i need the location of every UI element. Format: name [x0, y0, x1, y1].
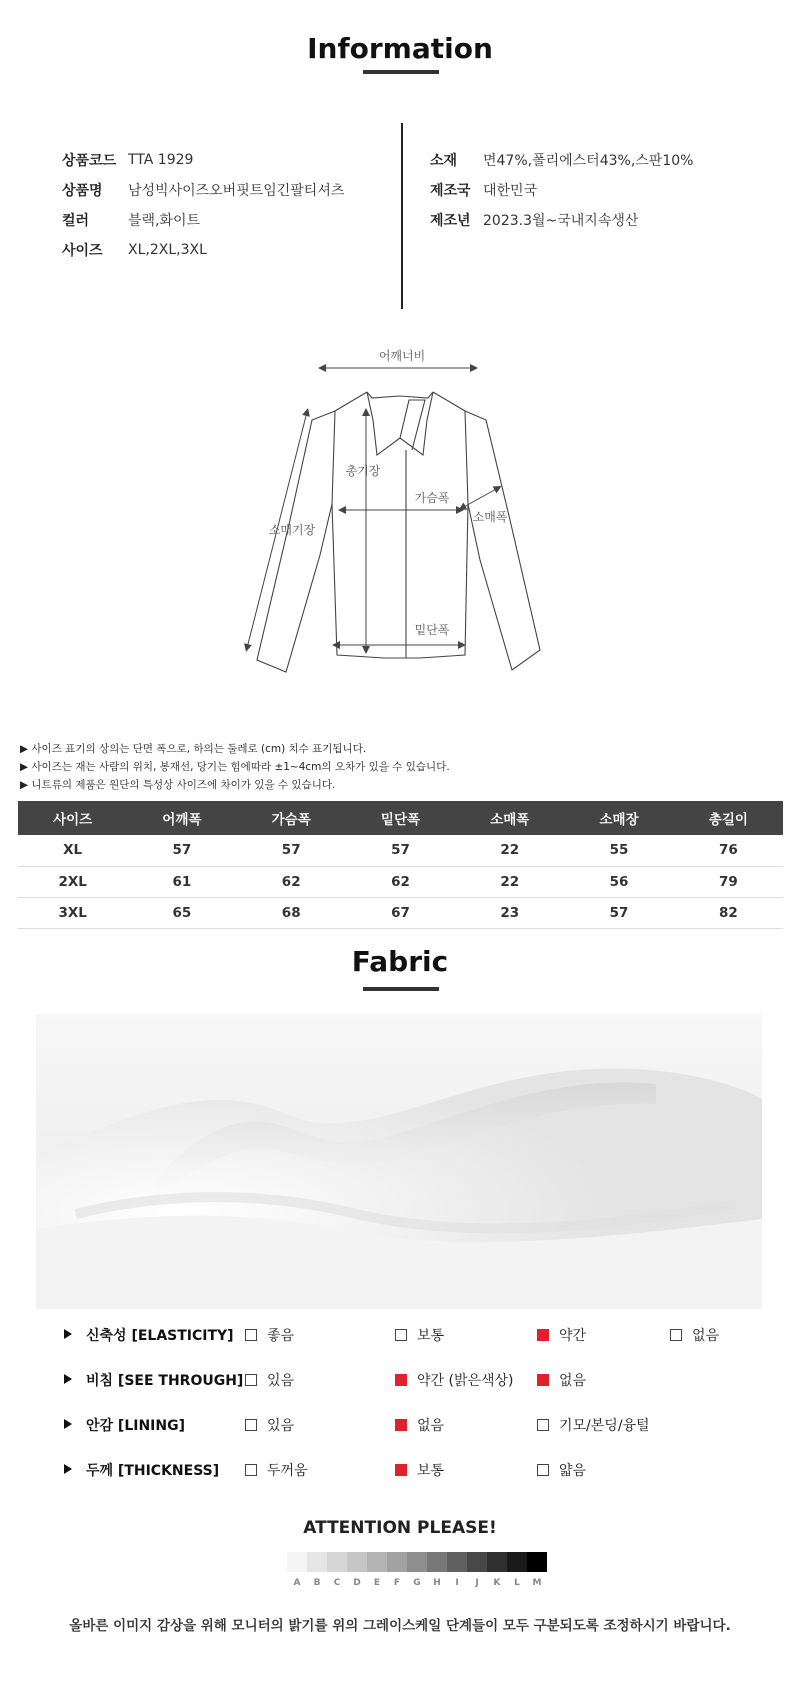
property-label: [64, 1325, 234, 1345]
grayscale-label: E: [373, 1578, 381, 1588]
table-row: [18, 835, 783, 866]
information-title: Information: [307, 32, 493, 65]
label-length: 총기장: [345, 464, 381, 478]
option-none: [537, 1370, 586, 1390]
triangle-bullet-icon: [64, 1419, 72, 1429]
info-row-color: [62, 205, 344, 235]
label-chest: 가슴폭: [414, 491, 450, 505]
info-value: 면47%,폴리에스터43%,스판10%: [483, 153, 694, 169]
info-left-column: [62, 145, 344, 265]
checkbox-checked-icon: [395, 1374, 407, 1386]
label-shoulder: 어깨너비: [378, 349, 426, 363]
table-cell: 79: [674, 866, 783, 897]
grayscale-swatch: [527, 1552, 547, 1572]
option-label: 없음: [692, 1328, 720, 1344]
table-cell: 62: [346, 866, 455, 897]
triangle-bullet-icon: [64, 1329, 72, 1339]
table-cell: 55: [564, 835, 673, 866]
option-good: [245, 1325, 294, 1345]
grayscale-label: C: [333, 1578, 341, 1588]
fabric-title: Fabric: [351, 945, 449, 978]
info-value: 2023.3월~국내지속생산: [483, 213, 639, 229]
option-label: 있음: [267, 1418, 295, 1434]
info-row-country: [430, 175, 693, 205]
option-normal: [395, 1325, 444, 1345]
note-line: ▶ 니트류의 제품은 원단의 특성상 사이즈에 차이가 있을 수 있습니다.: [20, 779, 336, 791]
info-key: 제조년: [430, 213, 471, 229]
fabric-photo: [36, 1014, 762, 1309]
size-table-header: [18, 801, 783, 835]
information-title-underline: [363, 70, 439, 74]
grayscale-label: J: [475, 1578, 479, 1588]
info-key: 제조국: [430, 183, 471, 199]
column-header: 소매장: [564, 801, 673, 835]
checkbox-icon: [245, 1329, 257, 1341]
triangle-bullet-icon: [64, 1464, 72, 1474]
property-label-text: 비침 [SEE THROUGH]: [86, 1373, 244, 1389]
checkbox-icon: [670, 1329, 682, 1341]
column-header: 사이즈: [18, 801, 127, 835]
info-key: 사이즈: [62, 243, 103, 259]
grayscale-label: D: [353, 1578, 361, 1588]
grayscale-label: L: [514, 1578, 520, 1588]
grayscale-swatch: [447, 1552, 467, 1572]
table-cell: XL: [18, 835, 127, 866]
option-normal: [395, 1460, 444, 1480]
info-value: XL,2XL,3XL: [128, 242, 207, 258]
info-row-size: [62, 235, 344, 265]
grayscale-swatch: [287, 1552, 307, 1572]
grayscale-label: F: [393, 1578, 401, 1588]
checkbox-checked-icon: [395, 1419, 407, 1431]
table-cell: 82: [674, 897, 783, 928]
table-cell: 61: [127, 866, 236, 897]
table-cell: 2XL: [18, 866, 127, 897]
info-value: 블랙,화이트: [128, 213, 201, 229]
info-row-code: [62, 145, 344, 175]
table-cell: 3XL: [18, 897, 127, 928]
checkbox-icon: [245, 1419, 257, 1431]
grayscale-label: K: [493, 1578, 501, 1588]
table-cell: 62: [237, 866, 346, 897]
table-cell: 65: [127, 897, 236, 928]
column-header: 총길이: [674, 801, 783, 835]
table-cell: 76: [674, 835, 783, 866]
grayscale-labels: [287, 1578, 547, 1588]
column-header: 가슴폭: [237, 801, 346, 835]
label-hem: 밑단폭: [414, 623, 450, 637]
grayscale-swatch: [487, 1552, 507, 1572]
option-brushed: [537, 1415, 650, 1435]
checkbox-icon: [245, 1374, 257, 1386]
table-cell: 67: [346, 897, 455, 928]
property-label: [64, 1415, 185, 1435]
grayscale-label: M: [532, 1578, 542, 1588]
table-cell: 57: [237, 835, 346, 866]
triangle-bullet-icon: [64, 1374, 72, 1384]
info-key: 컬러: [62, 213, 90, 229]
grayscale-swatch: [367, 1552, 387, 1572]
option-thin: [537, 1460, 586, 1480]
note-line: ▶ 사이즈는 재는 사람의 위치, 봉재선, 당기는 힘에따라 ±1~4cm의 오차가 있을 수 있습니다.: [20, 761, 450, 773]
property-label-text: 신축성 [ELASTICITY]: [86, 1328, 234, 1344]
checkbox-icon: [395, 1329, 407, 1341]
checkbox-icon: [537, 1464, 549, 1476]
option-label: 보통: [417, 1463, 445, 1479]
option-label: 기모/본딩/융털: [559, 1418, 650, 1434]
property-label: [64, 1370, 243, 1390]
option-label: 없음: [559, 1373, 587, 1389]
info-key: 상품코드: [62, 153, 117, 169]
table-cell: 22: [455, 866, 564, 897]
option-slight-bright: [395, 1370, 514, 1390]
grayscale-swatch: [467, 1552, 487, 1572]
table-row: [18, 897, 783, 928]
info-value: 남성빅사이즈오버핏트임긴팔티셔츠: [128, 183, 345, 199]
info-value: 대한민국: [483, 183, 538, 199]
info-divider: [401, 123, 403, 309]
table-row: [18, 866, 783, 897]
info-key: 상품명: [62, 183, 103, 199]
measure-lines: [247, 368, 498, 650]
property-label-text: 안감 [LINING]: [86, 1418, 185, 1434]
checkbox-checked-icon: [537, 1329, 549, 1341]
grayscale-label: B: [313, 1578, 321, 1588]
size-notes: [20, 740, 450, 794]
table-cell: 23: [455, 897, 564, 928]
property-see-through: [0, 1370, 800, 1394]
grayscale-swatch: [387, 1552, 407, 1572]
option-label: 보통: [417, 1328, 445, 1344]
grayscale-label: I: [455, 1578, 459, 1588]
option-none: [395, 1415, 444, 1435]
property-lining: [0, 1415, 800, 1439]
option-thick: [245, 1460, 308, 1480]
size-table: [18, 801, 783, 929]
option-label: 좋음: [267, 1328, 295, 1344]
info-row-name: [62, 175, 344, 205]
fabric-title-underline: [363, 987, 439, 991]
fabric-texture: [36, 1014, 762, 1309]
checkbox-icon: [245, 1464, 257, 1476]
grayscale-label: G: [413, 1578, 421, 1588]
grayscale-swatch: [507, 1552, 527, 1572]
column-header: 밑단폭: [346, 801, 455, 835]
table-cell: 22: [455, 835, 564, 866]
checkbox-checked-icon: [395, 1464, 407, 1476]
option-label: 얇음: [559, 1463, 587, 1479]
info-row-material: [430, 145, 693, 175]
grayscale-label: A: [293, 1578, 301, 1588]
option-label: 약간 (밝은색상): [417, 1373, 514, 1389]
info-right-column: [430, 145, 693, 235]
column-header: 소매폭: [455, 801, 564, 835]
table-cell: 57: [127, 835, 236, 866]
label-sleeve-width: 소매폭: [472, 510, 508, 524]
grayscale-swatch: [347, 1552, 367, 1572]
note-line: ▶ 사이즈 표기의 상의는 단면 폭으로, 하의는 둘레로 (cm) 치수 표기됩니다.: [20, 743, 367, 755]
grayscale-swatch: [407, 1552, 427, 1572]
table-cell: 57: [346, 835, 455, 866]
property-label-text: 두께 [THICKNESS]: [86, 1463, 220, 1479]
table-cell: 68: [237, 897, 346, 928]
option-none: [670, 1325, 719, 1345]
checkbox-icon: [537, 1419, 549, 1431]
option-label: 두꺼움: [267, 1463, 308, 1479]
grayscale-bar: [287, 1552, 547, 1572]
column-header: 어깨폭: [127, 801, 236, 835]
property-elasticity: [0, 1325, 800, 1349]
info-key: 소재: [430, 153, 458, 169]
grayscale-swatch: [427, 1552, 447, 1572]
option-slight: [537, 1325, 586, 1345]
grayscale-swatch: [327, 1552, 347, 1572]
option-label: 약간: [559, 1328, 587, 1344]
grayscale-swatch: [307, 1552, 327, 1572]
table-cell: 57: [564, 897, 673, 928]
option-yes: [245, 1370, 294, 1390]
info-value: TTA 1929: [128, 152, 194, 168]
option-label: 있음: [267, 1373, 295, 1389]
info-row-year: [430, 205, 693, 235]
attention-title: ATTENTION PLEASE!: [303, 1518, 497, 1538]
option-label: 없음: [417, 1418, 445, 1434]
monitor-brightness-note: 올바른 이미지 감상을 위해 모니터의 밝기를 위의 그레이스케일 단계들이 모두 구분되도록 조정하시기 바랍니다.: [69, 1618, 731, 1634]
grayscale-label: H: [433, 1578, 441, 1588]
property-label: [64, 1460, 219, 1480]
table-cell: 56: [564, 866, 673, 897]
checkbox-checked-icon: [537, 1374, 549, 1386]
property-thickness: [0, 1460, 800, 1484]
shirt-measurement-diagram: [230, 340, 570, 680]
label-sleeve-length: 소매기장: [268, 523, 316, 537]
option-yes: [245, 1415, 294, 1435]
